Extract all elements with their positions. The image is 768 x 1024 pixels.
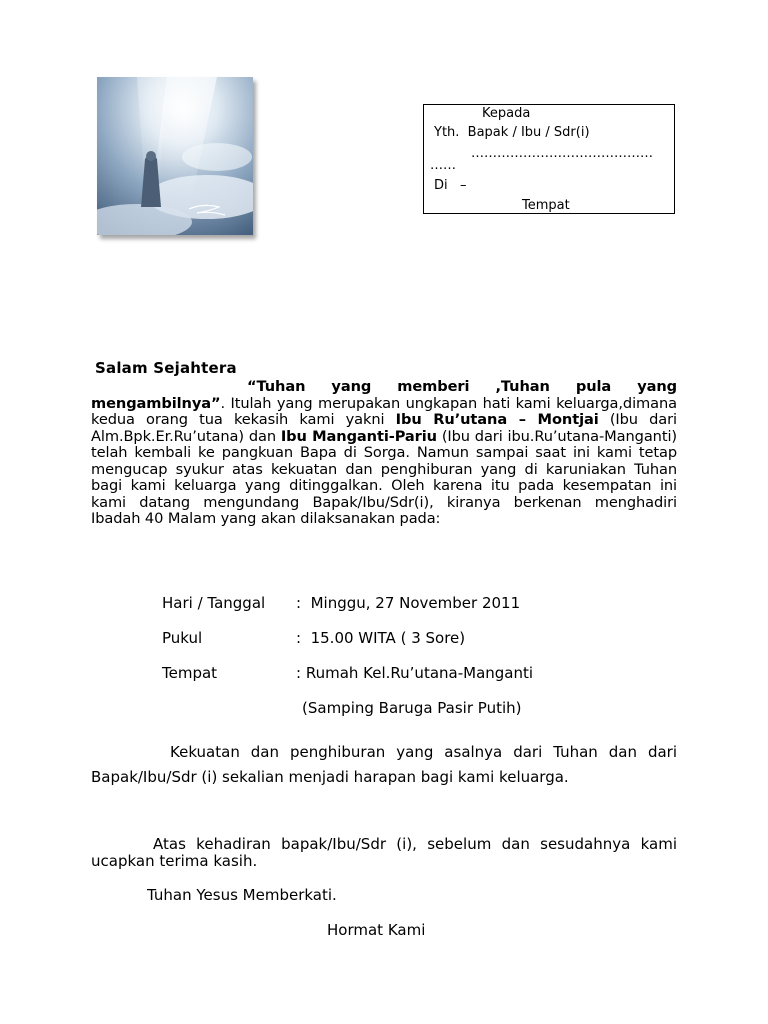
pukul-value: : 15.00 WITA ( 3 Sore) [296,629,466,647]
address-yth: Yth. Bapak / Ibu / Sdr(i) [434,125,590,140]
opening-text-3: (Ibu dari ibu.Ru’utana-Manganti) telah kembali ke pangkuan Bapa di Sorga. Namun sampai saat ini kami tetap mengucap syukur atas kekuatan dan penghiburan yang di karuniakan Tuhan bagi kami keluarga yang ditinggalkan. Oleh karena itu pada kesempatan ini kami datang mengundang Bapak/Ibu/Sdr(i), kiranya berkenan menghadiri Ibadah 40 Malam yang akan dilaksanakan pada: [91,427,677,527]
opening-paragraph [91,379,677,528]
thanks-paragraph: Atas kehadiran bapak/Ibu/Sdr (i), sebelum dan sesudahnya kami ucapkan terima kasih. [91,835,677,870]
greeting: Salam Sejahtera [95,359,237,377]
closing: Hormat Kami [327,921,426,939]
strength-paragraph: Kekuatan dan penghiburan yang asalnya dari Tuhan dan dari Bapak/Ibu/Sdr (i) sekalian menjadi harapan bagi kami keluarga. [91,743,677,786]
opening-text-2: (Ibu dari Alm.Bpk.Er.Ru’utana) dan [91,411,677,445]
address-dots: …………………………………… [471,146,653,161]
hari-value: : Minggu, 27 November 2011 [296,594,521,612]
address-dots-wrap: …… [430,158,456,173]
opening-text-1: . Itulah yang merupakan ungkapan hati kami keluarga,dimana kedua orang tua kekasih kami yakni [91,394,677,428]
tempat-value: : Rumah Kel.Ru’utana-Manganti [296,664,534,682]
hari-label: Hari / Tanggal [162,594,266,612]
address-kepada: Kepada [482,106,531,121]
blessing: Tuhan Yesus Memberkati. [147,886,337,904]
tempat-label: Tempat [162,664,218,682]
address-tempat: Tempat [522,198,570,213]
religious-image [97,77,253,235]
name-second: Ibu Manganti-Pariu [280,427,437,445]
address-box [423,104,675,214]
address-di: Di – [434,178,467,193]
pukul-label: Pukul [162,629,203,647]
opening-quote: “Tuhan yang memberi ,Tuhan pula yang mengambilnya” [91,378,677,412]
name-first: Ibu Ru’utana – Montjai [395,411,599,428]
tempat-note: (Samping Baruga Pasir Putih) [302,699,522,717]
